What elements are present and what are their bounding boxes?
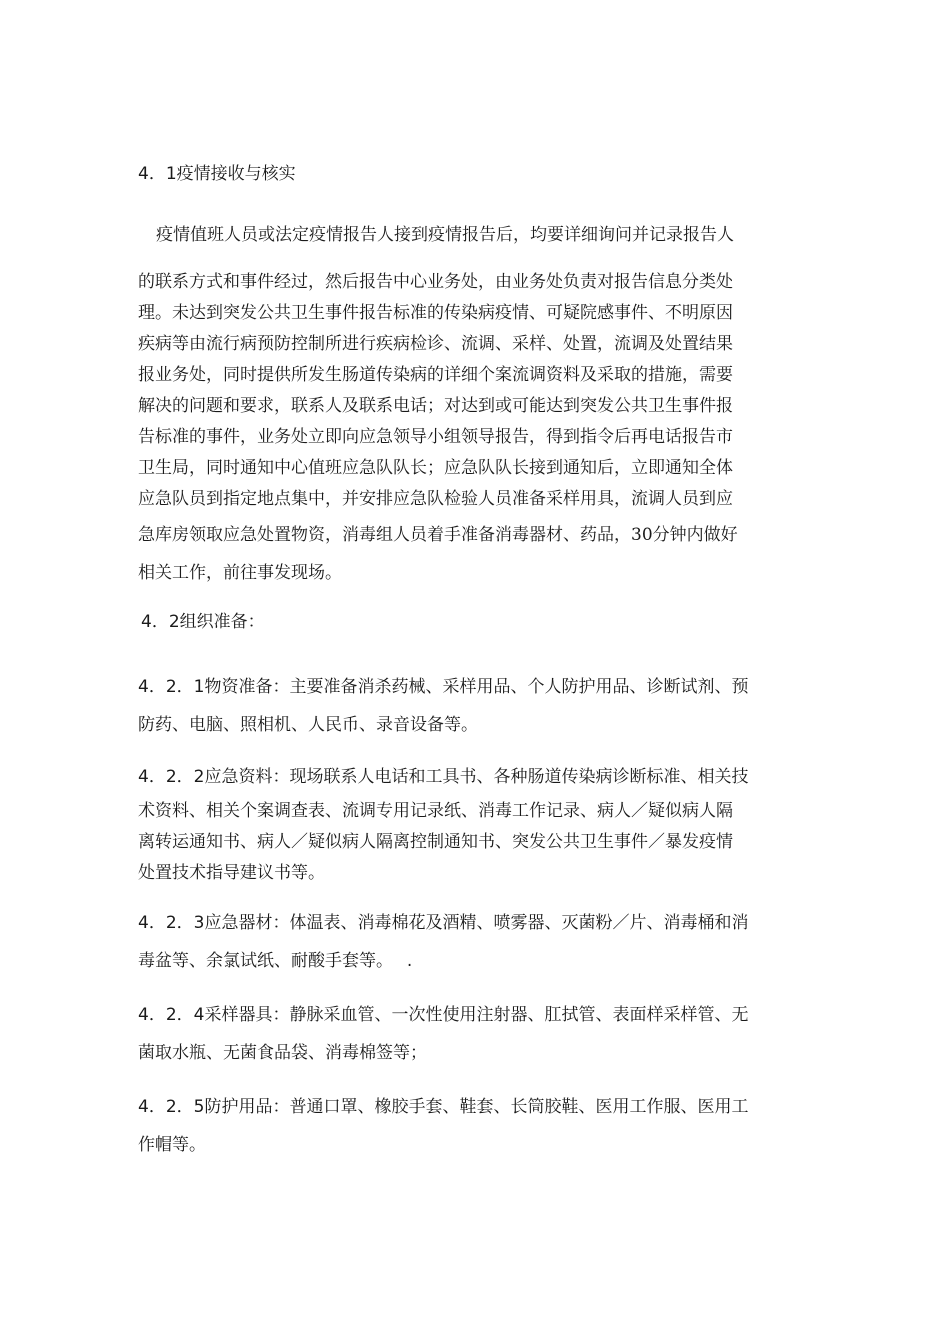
section-heading-4-2 — [141, 609, 833, 635]
list-item-4-2-2 — [138, 758, 830, 889]
list-item-line: 4．2．5防护用品：普通口罩、橡胶手套、鞋套、长筒胶鞋、医用工作服、医用工 — [138, 1097, 749, 1117]
list-item-line: 防药、电脑、照相机、人民币、录音设备等。 — [138, 715, 478, 735]
list-item-4-2-1 — [138, 668, 830, 744]
list-item-line: 菌取水瓶、无菌食品袋、消毒棉签等； — [138, 1043, 427, 1063]
list-item-line: 毒盆等、余氯试纸、耐酸手套等。 . — [138, 951, 413, 971]
heading-text: 4．1疫情接收与核实 — [138, 164, 296, 184]
list-item-line: 处置技术指导建议书等。 — [138, 863, 325, 883]
list-item-4-2-5 — [138, 1088, 830, 1164]
heading-text: 4．2组织准备： — [141, 612, 265, 632]
paragraph-line: 卫生局，同时通知中心值班应急队队长；应急队队长接到通知后，立即通知全体 — [138, 458, 733, 478]
paragraph-line: 解决的问题和要求，联系人及联系电话；对达到或可能达到突发公共卫生事件报 — [138, 396, 733, 416]
list-item-line: 离转运通知书、病人／疑似病人隔离控制通知书、突发公共卫生事件／暴发疫情 — [138, 832, 733, 852]
paragraph-intro — [138, 220, 830, 515]
list-item-line: 术资料、相关个案调查表、流调专用记录纸、消毒工作记录、病人／疑似病人隔 — [138, 801, 733, 821]
paragraph-line: 告标准的事件，业务处立即向应急领导小组领导报告，得到指令后再电话报告市 — [138, 427, 733, 447]
list-item-line: 4．2．4采样器具：静脉采血管、一次性使用注射器、肛拭管、表面样采样管、无 — [138, 1005, 749, 1025]
paragraph-intro-continued — [138, 516, 830, 592]
paragraph-line: 相关工作，前往事发现场。 — [138, 563, 342, 583]
paragraph-line: 疾病等由流行病预防控制所进行疾病检诊、流调、采样、处置，流调及处置结果 — [138, 334, 733, 354]
section-heading-4-1 — [138, 161, 830, 187]
paragraph-line: 的联系方式和事件经过，然后报告中心业务处，由业务处负责对报告信息分类处 — [138, 272, 733, 292]
paragraph-line: 理。未达到突发公共卫生事件报告标准的传染病疫情、可疑院感事件、不明原因 — [138, 303, 733, 323]
list-item-line: 4．2．2应急资料：现场联系人电话和工具书、各种肠道传染病诊断标准、相关技 — [138, 767, 749, 787]
paragraph-line: 急库房领取应急处置物资，消毒组人员着手准备消毒器材、药品，30分钟内做好 — [138, 525, 738, 545]
list-item-line: 4．2．3应急器材：体温表、消毒棉花及酒精、喷雾器、灭菌粉／片、消毒桶和消 — [138, 913, 749, 933]
list-item-line: 4．2．1物资准备：主要准备消杀药械、采样用品、个人防护用品、诊断试剂、预 — [138, 677, 749, 697]
paragraph-line: 应急队员到指定地点集中，并安排应急队检验人员准备采样用具，流调人员到应 — [138, 489, 733, 509]
list-item-line: 作帽等。 — [138, 1135, 206, 1155]
paragraph-line: 报业务处，同时提供所发生肠道传染病的详细个案流调资料及采取的措施，需要 — [138, 365, 733, 385]
paragraph-line: 疫情值班人员或法定疫情报告人接到疫情报告后，均要详细询问并记录报告人 — [156, 225, 734, 245]
list-item-4-2-4 — [138, 996, 830, 1072]
list-item-4-2-3 — [138, 904, 830, 980]
